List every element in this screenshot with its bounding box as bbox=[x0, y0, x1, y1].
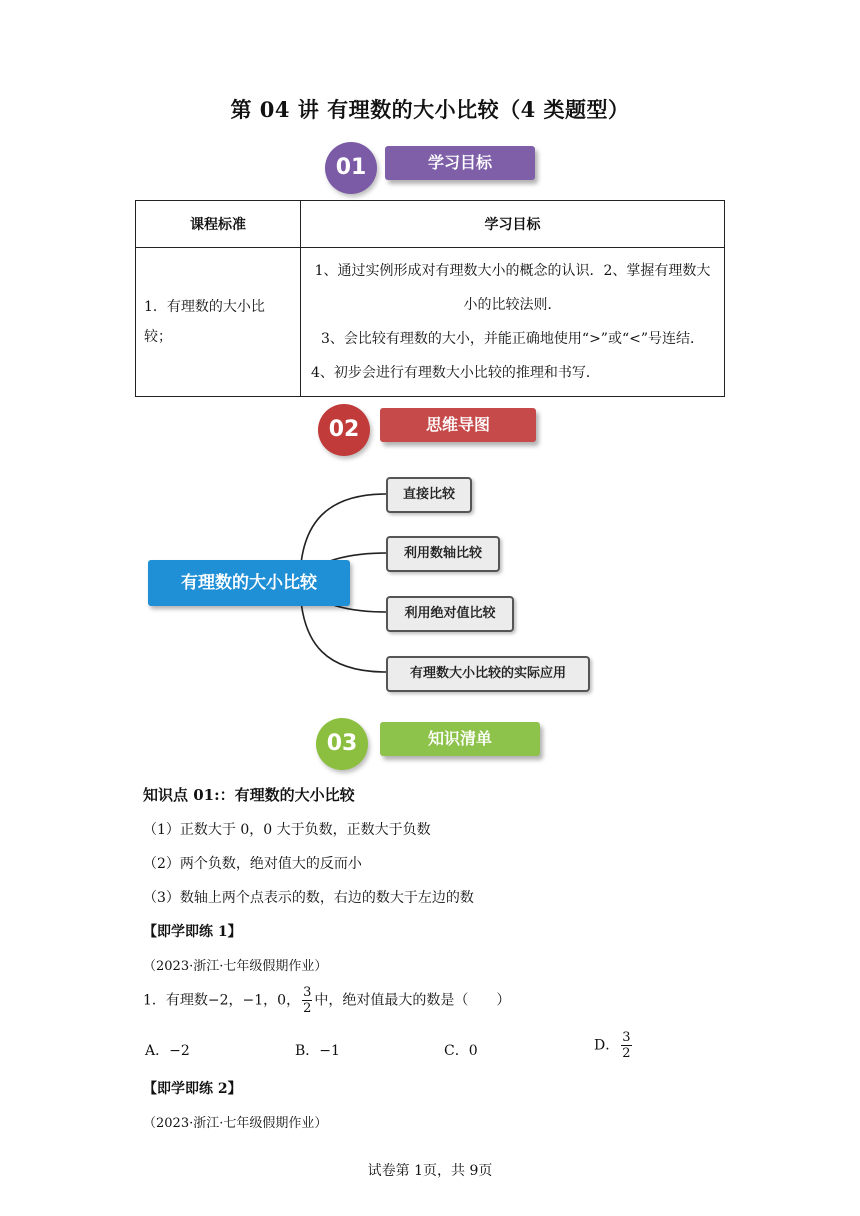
question-prefix: 1．有理数−2，−1，0， bbox=[143, 992, 301, 1009]
fraction bbox=[302, 985, 312, 1016]
goal-line: 3、会比较有理数的大小，并能正确地使用“>”或“<”号连结． bbox=[321, 331, 704, 347]
option-d-label: D． bbox=[594, 1037, 620, 1054]
knowledge-point-item: （2）两个负数，绝对值大的反而小 bbox=[143, 856, 362, 872]
table-header-standard: 课程标准 bbox=[136, 201, 301, 248]
question-source: （2023·浙江·七年级假期作业） bbox=[143, 1116, 328, 1131]
option-d bbox=[594, 1030, 634, 1061]
option-a: A．−2 bbox=[145, 1043, 190, 1059]
mindmap-branch: 直接比较 bbox=[386, 477, 472, 513]
question-source: （2023·浙江·七年级假期作业） bbox=[143, 959, 328, 974]
knowledge-point-item: （3）数轴上两个点表示的数，右边的数大于左边的数 bbox=[143, 890, 474, 906]
fraction-numerator: 3 bbox=[303, 985, 312, 1000]
section-number-badge: 02 bbox=[318, 404, 370, 456]
mindmap-root: 有理数的大小比较 bbox=[148, 560, 350, 606]
section-number-badge: 01 bbox=[325, 142, 377, 194]
knowledge-point-title: 知识点 01:：有理数的大小比较 bbox=[143, 786, 355, 804]
section-label: 思维导图 bbox=[380, 408, 536, 442]
table-header-goals: 学习目标 bbox=[301, 201, 725, 248]
section-number-badge: 03 bbox=[316, 718, 368, 770]
fraction-numerator: 3 bbox=[622, 1030, 631, 1045]
fraction bbox=[621, 1030, 631, 1061]
mindmap-branch: 利用数轴比较 bbox=[386, 536, 500, 572]
goal-line: 1、通过实例形成对有理数大小的概念的认识．2、掌握有理数大小的比较法则． bbox=[314, 263, 711, 313]
section-banner-03 bbox=[316, 716, 546, 772]
mindmap-branch: 利用绝对值比较 bbox=[386, 596, 514, 632]
mindmap-branch: 有理数大小比较的实际应用 bbox=[386, 656, 590, 692]
question-suffix: 中，绝对值最大的数是（ ） bbox=[314, 992, 511, 1009]
option-c: C．0 bbox=[444, 1043, 478, 1059]
page-title: 第 04 讲 有理数的大小比较（4 类题型） bbox=[230, 97, 630, 122]
page-footer: 试卷第 1页，共 9页 bbox=[367, 1163, 493, 1179]
section-label: 知识清单 bbox=[380, 722, 540, 756]
section-label: 学习目标 bbox=[385, 146, 535, 180]
practice-label: 【即学即练 1】 bbox=[143, 924, 242, 940]
practice-label: 【即学即练 2】 bbox=[143, 1081, 242, 1097]
option-b: B．−1 bbox=[295, 1043, 340, 1059]
goal-line: 4、初步会进行有理数大小比较的推理和书写． bbox=[311, 365, 600, 381]
fraction-denominator: 2 bbox=[622, 1046, 631, 1061]
knowledge-point-item: （1）正数大于 0，0 大于负数，正数大于负数 bbox=[143, 822, 431, 838]
question-text bbox=[143, 985, 510, 1016]
fraction-denominator: 2 bbox=[303, 1001, 312, 1016]
course-standard-cell: 1．有理数的大小比较； bbox=[136, 248, 301, 397]
